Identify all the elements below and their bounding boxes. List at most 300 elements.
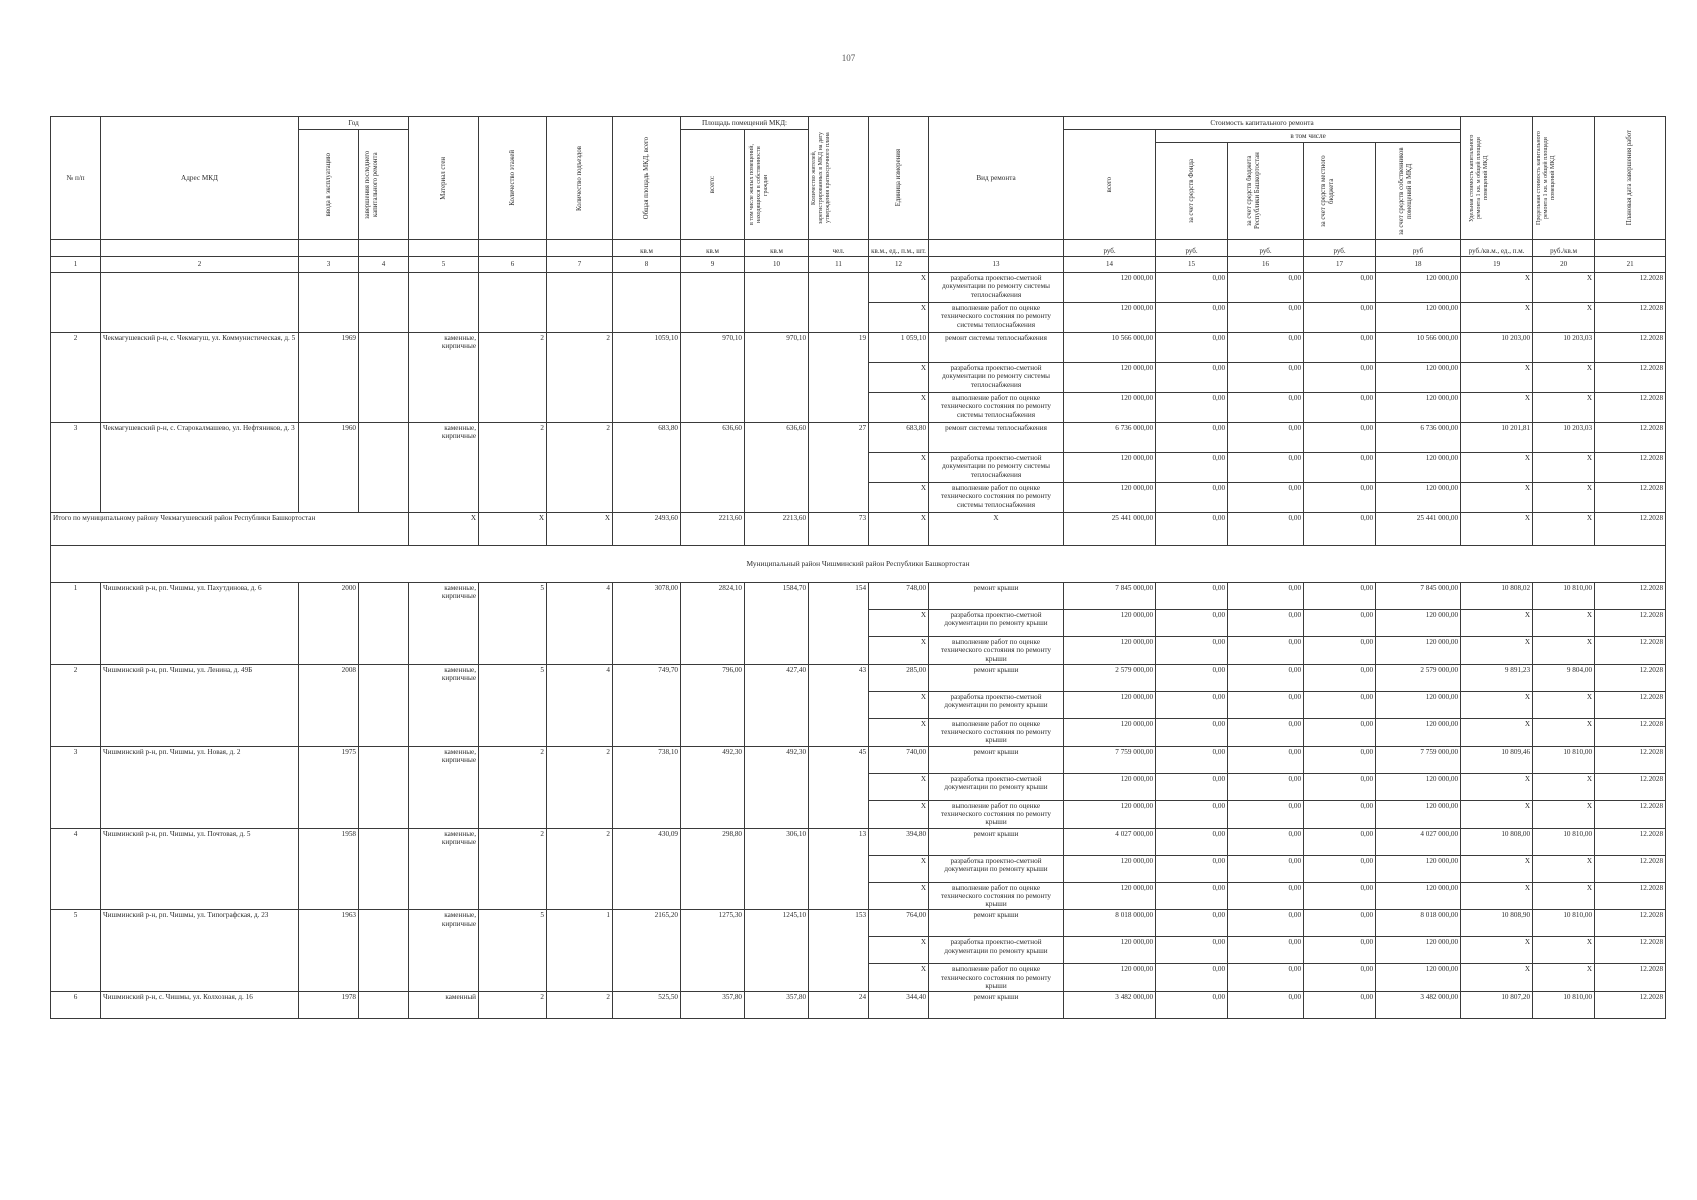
specific-cost: X bbox=[1461, 273, 1533, 303]
column-number: 14 bbox=[1064, 257, 1156, 273]
repair-type: ремонт крыши bbox=[929, 828, 1064, 855]
header-area-all: всего: bbox=[708, 175, 716, 194]
specific-cost: 10 808,02 bbox=[1461, 583, 1533, 610]
section-title: Муниципальный район Чишминский район Республики Башкортостан bbox=[51, 546, 1666, 583]
cost-local: 0,00 bbox=[1304, 937, 1376, 964]
cost-total: 6 736 000,00 bbox=[1064, 423, 1156, 453]
cost-owners: 120 000,00 bbox=[1376, 363, 1461, 393]
cost-total: 10 566 000,00 bbox=[1064, 333, 1156, 363]
header-cost-fund: за счет средств Фонда bbox=[1187, 159, 1195, 223]
year-commission: 2000 bbox=[299, 583, 359, 665]
max-cost: X bbox=[1533, 691, 1595, 718]
unit-rub: руб. bbox=[1064, 240, 1156, 257]
specific-cost: 10 808,90 bbox=[1461, 910, 1533, 937]
max-cost: X bbox=[1533, 800, 1595, 828]
deadline: 12.2028 bbox=[1595, 363, 1666, 393]
repair-type: выполнение работ по оценке технического состояния по ремонту системы теплоснабжения bbox=[929, 393, 1064, 423]
total-area: 525,50 bbox=[613, 992, 681, 1019]
unit-value: X bbox=[869, 718, 929, 746]
unit-value: 394,80 bbox=[869, 828, 929, 855]
table-row bbox=[51, 828, 1666, 855]
cost-total: 7 759 000,00 bbox=[1064, 746, 1156, 773]
column-number: 1 bbox=[51, 257, 101, 273]
year-last-repair bbox=[359, 746, 409, 828]
total-material: X bbox=[409, 513, 479, 546]
total-specific-cost: X bbox=[1461, 513, 1533, 546]
cost-total: 4 027 000,00 bbox=[1064, 828, 1156, 855]
year-last-repair bbox=[359, 583, 409, 665]
header-total-area: Общая площадь МКД, всего bbox=[642, 136, 650, 220]
cost-republic: 0,00 bbox=[1228, 910, 1304, 937]
repair-type: ремонт крыши bbox=[929, 746, 1064, 773]
repair-type: выполнение работ по оценке технического состояния по ремонту крыши bbox=[929, 800, 1064, 828]
empty-cell bbox=[613, 273, 681, 333]
total-area: 2165,20 bbox=[613, 910, 681, 992]
deadline: 12.2028 bbox=[1595, 718, 1666, 746]
cost-owners: 120 000,00 bbox=[1376, 800, 1461, 828]
column-number: 2 bbox=[101, 257, 299, 273]
unit-rub: руб. bbox=[1156, 240, 1228, 257]
unit-people: чел. bbox=[809, 240, 869, 257]
header-cost-local: за счет средств местного бюджета bbox=[1319, 155, 1335, 227]
total-unit: X bbox=[869, 513, 929, 546]
cost-local: 0,00 bbox=[1304, 393, 1376, 423]
specific-cost: X bbox=[1461, 773, 1533, 800]
header-col-num: № п/п bbox=[51, 117, 101, 240]
house-address: Чекмагушевский р-н, с. Чекмагуш, ул. Коммунистическая, д. 5 bbox=[101, 333, 299, 423]
max-cost: 10 810,00 bbox=[1533, 910, 1595, 937]
unit-value: X bbox=[869, 800, 929, 828]
repair-type: ремонт системы теплоснабжения bbox=[929, 423, 1064, 453]
unit-value: X bbox=[869, 393, 929, 423]
cost-republic: 0,00 bbox=[1228, 333, 1304, 363]
residents: 19 bbox=[809, 333, 869, 423]
cost-total: 120 000,00 bbox=[1064, 363, 1156, 393]
deadline: 12.2028 bbox=[1595, 910, 1666, 937]
column-number: 12 bbox=[869, 257, 929, 273]
year-last-repair bbox=[359, 992, 409, 1019]
cost-total: 120 000,00 bbox=[1064, 393, 1156, 423]
specific-cost: X bbox=[1461, 964, 1533, 992]
area-residents: 636,60 bbox=[745, 423, 809, 513]
cost-fund: 0,00 bbox=[1156, 937, 1228, 964]
max-cost: X bbox=[1533, 937, 1595, 964]
residents: 27 bbox=[809, 423, 869, 513]
max-cost: 10 810,00 bbox=[1533, 992, 1595, 1019]
header-deadline: Плановая дата завершения работ bbox=[1626, 130, 1634, 226]
table-row bbox=[51, 333, 1666, 363]
header-area-residents: в том числе жилых помещений, находящихся в собственности граждан bbox=[748, 144, 769, 225]
unit-value: X bbox=[869, 303, 929, 333]
capital-repair-table bbox=[50, 116, 1666, 1019]
total-republic: 0,00 bbox=[1228, 513, 1304, 546]
max-cost: 10 203,03 bbox=[1533, 333, 1595, 363]
cost-fund: 0,00 bbox=[1156, 773, 1228, 800]
year-last-repair bbox=[359, 910, 409, 992]
cost-republic: 0,00 bbox=[1228, 483, 1304, 513]
specific-cost: X bbox=[1461, 303, 1533, 333]
entrances: 2 bbox=[547, 828, 613, 910]
cost-owners: 10 566 000,00 bbox=[1376, 333, 1461, 363]
cost-republic: 0,00 bbox=[1228, 664, 1304, 691]
cost-local: 0,00 bbox=[1304, 273, 1376, 303]
cost-local: 0,00 bbox=[1304, 637, 1376, 665]
cost-total: 3 482 000,00 bbox=[1064, 992, 1156, 1019]
header-year-commission: ввода в эксплуатацию bbox=[324, 152, 332, 217]
wall-material: каменные, кирпичные bbox=[409, 333, 479, 423]
max-cost: X bbox=[1533, 855, 1595, 882]
area-all: 298,80 bbox=[681, 828, 745, 910]
cost-local: 0,00 bbox=[1304, 423, 1376, 453]
specific-cost: X bbox=[1461, 691, 1533, 718]
wall-material: каменный bbox=[409, 992, 479, 1019]
table-body-chekmagush bbox=[51, 273, 1666, 513]
area-all: 1275,30 bbox=[681, 910, 745, 992]
specific-cost: X bbox=[1461, 800, 1533, 828]
unit-value: 740,00 bbox=[869, 746, 929, 773]
cost-fund: 0,00 bbox=[1156, 800, 1228, 828]
cost-republic: 0,00 bbox=[1228, 773, 1304, 800]
total-floors: X bbox=[479, 513, 547, 546]
specific-cost: X bbox=[1461, 610, 1533, 637]
cost-republic: 0,00 bbox=[1228, 610, 1304, 637]
year-commission: 1975 bbox=[299, 746, 359, 828]
cost-republic: 0,00 bbox=[1228, 718, 1304, 746]
header-year-last-repair: завершения последнего капитального ремонта bbox=[363, 150, 379, 219]
column-number: 20 bbox=[1533, 257, 1595, 273]
repair-type: выполнение работ по оценке технического состояния по ремонту крыши bbox=[929, 637, 1064, 665]
entrances: 2 bbox=[547, 333, 613, 423]
max-cost: X bbox=[1533, 363, 1595, 393]
repair-type: ремонт крыши bbox=[929, 910, 1064, 937]
deadline: 12.2028 bbox=[1595, 964, 1666, 992]
table-body-chishmy bbox=[51, 583, 1666, 1019]
unit-rub-per: руб./кв.м bbox=[1533, 240, 1595, 257]
cost-republic: 0,00 bbox=[1228, 303, 1304, 333]
repair-type: разработка проектно-сметной документации по ремонту крыши bbox=[929, 610, 1064, 637]
cost-total: 120 000,00 bbox=[1064, 937, 1156, 964]
area-all: 492,30 bbox=[681, 746, 745, 828]
repair-type: выполнение работ по оценке технического состояния по ремонту системы теплоснабжения bbox=[929, 303, 1064, 333]
unit-value: 1 059,10 bbox=[869, 333, 929, 363]
specific-cost: 10 201,81 bbox=[1461, 423, 1533, 453]
column-number: 16 bbox=[1228, 257, 1304, 273]
header-max-cost: Предельная стоимость капитального ремонта 1 кв. м общей площади помещений МКД bbox=[1535, 131, 1556, 225]
wall-material: каменные, кирпичные bbox=[409, 664, 479, 746]
deadline: 12.2028 bbox=[1595, 746, 1666, 773]
cost-owners: 120 000,00 bbox=[1376, 393, 1461, 423]
cost-republic: 0,00 bbox=[1228, 937, 1304, 964]
cost-owners: 120 000,00 bbox=[1376, 773, 1461, 800]
header-wall-material: Материал стен bbox=[439, 156, 447, 200]
specific-cost: 10 808,00 bbox=[1461, 828, 1533, 855]
repair-type: ремонт крыши bbox=[929, 664, 1064, 691]
cost-fund: 0,00 bbox=[1156, 333, 1228, 363]
cost-republic: 0,00 bbox=[1228, 746, 1304, 773]
max-cost: X bbox=[1533, 610, 1595, 637]
unit-rub: руб bbox=[1376, 240, 1461, 257]
column-number: 5 bbox=[409, 257, 479, 273]
cost-owners: 120 000,00 bbox=[1376, 964, 1461, 992]
house-number: 3 bbox=[51, 746, 101, 828]
cost-republic: 0,00 bbox=[1228, 691, 1304, 718]
max-cost: X bbox=[1533, 453, 1595, 483]
repair-type: разработка проектно-сметной документации по ремонту крыши bbox=[929, 937, 1064, 964]
unit-value: X bbox=[869, 964, 929, 992]
max-cost: X bbox=[1533, 637, 1595, 665]
column-number: 7 bbox=[547, 257, 613, 273]
cost-republic: 0,00 bbox=[1228, 828, 1304, 855]
cost-total: 120 000,00 bbox=[1064, 800, 1156, 828]
column-number: 11 bbox=[809, 257, 869, 273]
unit-value: X bbox=[869, 773, 929, 800]
cost-fund: 0,00 bbox=[1156, 964, 1228, 992]
cost-local: 0,00 bbox=[1304, 453, 1376, 483]
cost-total: 120 000,00 bbox=[1064, 453, 1156, 483]
deadline: 12.2028 bbox=[1595, 855, 1666, 882]
wall-material: каменные, кирпичные bbox=[409, 910, 479, 992]
column-numbers-row bbox=[51, 257, 1666, 273]
repair-type: ремонт крыши bbox=[929, 992, 1064, 1019]
wall-material: каменные, кирпичные bbox=[409, 423, 479, 513]
floors: 2 bbox=[479, 423, 547, 513]
unit-value: X bbox=[869, 363, 929, 393]
unit-value: X bbox=[869, 483, 929, 513]
max-cost: X bbox=[1533, 303, 1595, 333]
unit-value: 344,40 bbox=[869, 992, 929, 1019]
header-cost-group: Стоимость капитального ремонта bbox=[1064, 117, 1461, 130]
cost-owners: 120 000,00 bbox=[1376, 483, 1461, 513]
specific-cost: 10 203,00 bbox=[1461, 333, 1533, 363]
cost-owners: 3 482 000,00 bbox=[1376, 992, 1461, 1019]
deadline: 12.2028 bbox=[1595, 637, 1666, 665]
cost-owners: 6 736 000,00 bbox=[1376, 423, 1461, 453]
cost-fund: 0,00 bbox=[1156, 423, 1228, 453]
empty-cell bbox=[359, 273, 409, 333]
total-deadline: 12.2028 bbox=[1595, 513, 1666, 546]
deadline: 12.2028 bbox=[1595, 828, 1666, 855]
cost-fund: 0,00 bbox=[1156, 453, 1228, 483]
specific-cost: X bbox=[1461, 882, 1533, 910]
table-row bbox=[51, 273, 1666, 303]
deadline: 12.2028 bbox=[1595, 691, 1666, 718]
table-row bbox=[51, 992, 1666, 1019]
cost-local: 0,00 bbox=[1304, 964, 1376, 992]
house-number: 6 bbox=[51, 992, 101, 1019]
house-address: Чишминский р-н, рп. Чишмы, ул. Пахутдинова, д. 6 bbox=[101, 583, 299, 665]
repair-type: разработка проектно-сметной документации по ремонту крыши bbox=[929, 691, 1064, 718]
house-address: Чишминский р-н, рп. Чишмы, ул. Типографская, д. 23 bbox=[101, 910, 299, 992]
empty-cell bbox=[809, 273, 869, 333]
area-residents: 427,40 bbox=[745, 664, 809, 746]
total-local: 0,00 bbox=[1304, 513, 1376, 546]
repair-type: выполнение работ по оценке технического состояния по ремонту системы теплоснабжения bbox=[929, 483, 1064, 513]
wall-material: каменные, кирпичные bbox=[409, 828, 479, 910]
header-cost-incl: в том числе bbox=[1156, 130, 1461, 143]
max-cost: X bbox=[1533, 964, 1595, 992]
repair-type: разработка проектно-сметной документации по ремонту крыши bbox=[929, 773, 1064, 800]
year-commission: 1978 bbox=[299, 992, 359, 1019]
year-commission: 1958 bbox=[299, 828, 359, 910]
repair-type: ремонт крыши bbox=[929, 583, 1064, 610]
cost-total: 120 000,00 bbox=[1064, 610, 1156, 637]
residents: 45 bbox=[809, 746, 869, 828]
cost-total: 120 000,00 bbox=[1064, 273, 1156, 303]
empty-cell bbox=[409, 273, 479, 333]
cost-republic: 0,00 bbox=[1228, 273, 1304, 303]
floors: 2 bbox=[479, 992, 547, 1019]
unit-measure: кв.м., ед., п.м., шт. bbox=[869, 240, 929, 257]
max-cost: X bbox=[1533, 718, 1595, 746]
max-cost: 10 810,00 bbox=[1533, 746, 1595, 773]
empty-cell bbox=[681, 273, 745, 333]
max-cost: X bbox=[1533, 273, 1595, 303]
unit-sqm: кв.м bbox=[745, 240, 809, 257]
total-owners: 25 441 000,00 bbox=[1376, 513, 1461, 546]
total-max-cost: X bbox=[1533, 513, 1595, 546]
unit-value: 285,00 bbox=[869, 664, 929, 691]
deadline: 12.2028 bbox=[1595, 273, 1666, 303]
cost-fund: 0,00 bbox=[1156, 718, 1228, 746]
cost-fund: 0,00 bbox=[1156, 992, 1228, 1019]
house-address: Чишминский р-н, с. Чишмы, ул. Колхозная, д. 16 bbox=[101, 992, 299, 1019]
max-cost: 9 804,00 bbox=[1533, 664, 1595, 691]
page-number: 107 bbox=[841, 53, 856, 63]
cost-republic: 0,00 bbox=[1228, 423, 1304, 453]
entrances: 4 bbox=[547, 664, 613, 746]
floors: 2 bbox=[479, 333, 547, 423]
entrances: 2 bbox=[547, 423, 613, 513]
repair-type: выполнение работ по оценке технического состояния по ремонту крыши bbox=[929, 882, 1064, 910]
cost-total: 8 018 000,00 bbox=[1064, 910, 1156, 937]
cost-local: 0,00 bbox=[1304, 828, 1376, 855]
empty-cell bbox=[299, 273, 359, 333]
cost-local: 0,00 bbox=[1304, 910, 1376, 937]
cost-local: 0,00 bbox=[1304, 610, 1376, 637]
unit-value: X bbox=[869, 855, 929, 882]
units-row bbox=[51, 240, 1666, 257]
cost-total: 120 000,00 bbox=[1064, 303, 1156, 333]
cost-fund: 0,00 bbox=[1156, 828, 1228, 855]
cost-fund: 0,00 bbox=[1156, 855, 1228, 882]
deadline: 12.2028 bbox=[1595, 423, 1666, 453]
year-commission: 1969 bbox=[299, 333, 359, 423]
header-col-address: Адрес МКД bbox=[101, 117, 299, 240]
cost-owners: 4 027 000,00 bbox=[1376, 828, 1461, 855]
total-area-residents: 2213,60 bbox=[745, 513, 809, 546]
repair-type: разработка проектно-сметной документации по ремонту системы теплоснабжения bbox=[929, 273, 1064, 303]
entrances: 4 bbox=[547, 583, 613, 665]
year-last-repair bbox=[359, 828, 409, 910]
section-title-row bbox=[51, 546, 1666, 583]
table-header bbox=[51, 117, 1666, 273]
cost-republic: 0,00 bbox=[1228, 800, 1304, 828]
cost-local: 0,00 bbox=[1304, 333, 1376, 363]
cost-total: 120 000,00 bbox=[1064, 882, 1156, 910]
empty-cell bbox=[51, 273, 101, 333]
cost-local: 0,00 bbox=[1304, 746, 1376, 773]
unit-value: X bbox=[869, 273, 929, 303]
column-number: 4 bbox=[359, 257, 409, 273]
cost-total: 7 845 000,00 bbox=[1064, 583, 1156, 610]
deadline: 12.2028 bbox=[1595, 393, 1666, 423]
cost-total: 120 000,00 bbox=[1064, 855, 1156, 882]
cost-owners: 120 000,00 bbox=[1376, 937, 1461, 964]
table-row bbox=[51, 910, 1666, 937]
cost-owners: 120 000,00 bbox=[1376, 855, 1461, 882]
residents: 13 bbox=[809, 828, 869, 910]
deadline: 12.2028 bbox=[1595, 773, 1666, 800]
deadline: 12.2028 bbox=[1595, 583, 1666, 610]
unit-value: X bbox=[869, 882, 929, 910]
repair-type: разработка проектно-сметной документации по ремонту системы теплоснабжения bbox=[929, 363, 1064, 393]
max-cost: X bbox=[1533, 483, 1595, 513]
unit-sqm: кв.м bbox=[613, 240, 681, 257]
deadline: 12.2028 bbox=[1595, 664, 1666, 691]
unit-rub: руб. bbox=[1304, 240, 1376, 257]
empty-cell bbox=[547, 273, 613, 333]
area-all: 636,60 bbox=[681, 423, 745, 513]
cost-total: 120 000,00 bbox=[1064, 637, 1156, 665]
total-area: 749,70 bbox=[613, 664, 681, 746]
cost-total: 120 000,00 bbox=[1064, 964, 1156, 992]
residents: 24 bbox=[809, 992, 869, 1019]
column-number: 9 bbox=[681, 257, 745, 273]
year-last-repair bbox=[359, 423, 409, 513]
unit-value: X bbox=[869, 937, 929, 964]
max-cost: 10 203,03 bbox=[1533, 423, 1595, 453]
table-row bbox=[51, 664, 1666, 691]
cost-total: 2 579 000,00 bbox=[1064, 664, 1156, 691]
cost-owners: 120 000,00 bbox=[1376, 882, 1461, 910]
year-last-repair bbox=[359, 333, 409, 423]
specific-cost: X bbox=[1461, 637, 1533, 665]
cost-local: 0,00 bbox=[1304, 664, 1376, 691]
house-number: 1 bbox=[51, 583, 101, 665]
column-number: 8 bbox=[613, 257, 681, 273]
total-residents: 73 bbox=[809, 513, 869, 546]
house-address: Чишминский р-н, рп. Чишмы, ул. Почтовая, д. 5 bbox=[101, 828, 299, 910]
cost-total: 120 000,00 bbox=[1064, 718, 1156, 746]
cost-republic: 0,00 bbox=[1228, 882, 1304, 910]
header-unit: Единица измерения bbox=[894, 149, 902, 207]
specific-cost: X bbox=[1461, 855, 1533, 882]
cost-fund: 0,00 bbox=[1156, 910, 1228, 937]
cost-owners: 2 579 000,00 bbox=[1376, 664, 1461, 691]
header-specific-cost: Удельная стоимость капитального ремонта 1 кв. м общей площади помещений МКД bbox=[1468, 134, 1489, 222]
cost-owners: 120 000,00 bbox=[1376, 273, 1461, 303]
header-entrances: Количество подъездов bbox=[575, 145, 583, 211]
cost-owners: 8 018 000,00 bbox=[1376, 910, 1461, 937]
house-address: Чишминский р-н, рп. Чишмы, ул. Ленина, д. 49Б bbox=[101, 664, 299, 746]
unit-rub: руб. bbox=[1228, 240, 1304, 257]
total-area: 430,09 bbox=[613, 828, 681, 910]
cost-fund: 0,00 bbox=[1156, 746, 1228, 773]
cost-local: 0,00 bbox=[1304, 773, 1376, 800]
entrances: 1 bbox=[547, 910, 613, 992]
header-repair-type: Вид ремонта bbox=[929, 117, 1064, 240]
cost-owners: 120 000,00 bbox=[1376, 637, 1461, 665]
year-commission: 1963 bbox=[299, 910, 359, 992]
house-number: 5 bbox=[51, 910, 101, 992]
cost-fund: 0,00 bbox=[1156, 583, 1228, 610]
unit-value: 748,00 bbox=[869, 583, 929, 610]
header-cost-owners: за счет средств собственников помещений в МКД bbox=[1398, 147, 1413, 235]
cost-fund: 0,00 bbox=[1156, 882, 1228, 910]
house-number: 3 bbox=[51, 423, 101, 513]
column-number: 19 bbox=[1461, 257, 1533, 273]
entrances: 2 bbox=[547, 746, 613, 828]
